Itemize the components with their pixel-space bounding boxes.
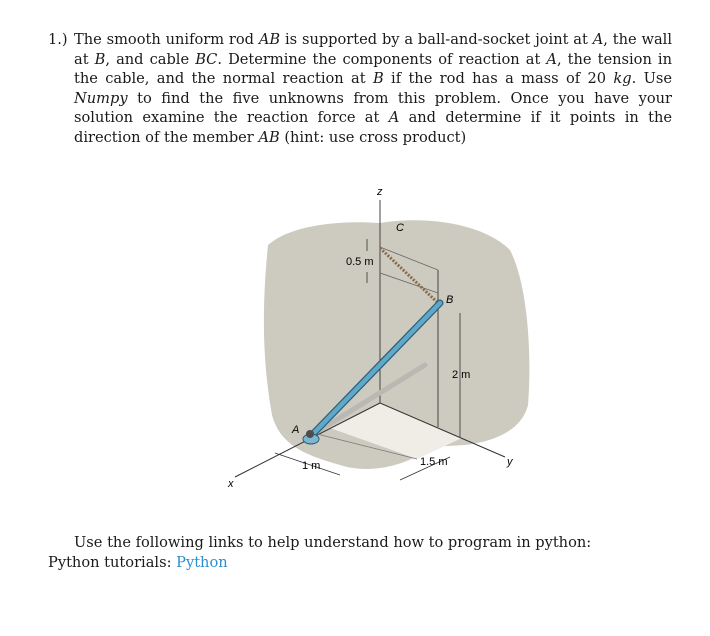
math-term: Numpy — [74, 89, 128, 107]
math-term: BC — [195, 50, 218, 68]
text-segment: if the rod has a mass of 20 — [383, 70, 614, 87]
text-segment: and determine if it points in the direction of the member — [74, 109, 672, 146]
text-segment: , the tension in the cable, and the normal reaction at — [74, 50, 672, 87]
math-term: B — [94, 50, 106, 68]
text-segment: , and cable — [105, 50, 196, 68]
problem-number: 1.) — [48, 31, 68, 48]
math-term: AB — [258, 31, 281, 48]
label-a: A — [292, 424, 300, 436]
problem-statement — [48, 30, 672, 147]
label-dim-half: 0.5 m — [346, 256, 374, 268]
label-dim-one: 1 m — [302, 460, 321, 472]
math-term: A — [388, 109, 400, 126]
text-segment: The smooth uniform rod — [74, 31, 259, 48]
ball-a — [306, 430, 314, 438]
text-segment: (hint: use cross product) — [279, 128, 467, 146]
label-c: C — [396, 222, 404, 234]
text-segment: . Determine the components of reaction at — [217, 50, 547, 68]
tutorials-line — [48, 553, 591, 573]
math-term: B — [372, 70, 384, 87]
math-term: kg — [613, 70, 632, 87]
label-dim-one-half: 1.5 m — [420, 456, 448, 468]
label-y: y — [507, 456, 513, 468]
text-segment: is supported by a ball-and-socket joint at — [280, 31, 593, 48]
label-b: B — [446, 294, 454, 306]
math-term: A — [546, 50, 557, 68]
python-link[interactable]: Python — [176, 553, 228, 571]
math-term: AB — [258, 128, 280, 146]
problem-text — [74, 30, 672, 147]
math-term: A — [592, 31, 604, 48]
links-section — [48, 533, 591, 572]
tutorials-label: Python tutorials: — [48, 553, 177, 571]
label-dim-two: 2 m — [452, 369, 471, 381]
figure-svg — [210, 175, 540, 505]
text-segment: to find the five unknowns from this problem. Once you have your solution examine the reaction force at — [74, 89, 672, 126]
links-intro: Use the following links to help understand how to program in python: — [74, 534, 592, 551]
text-segment: . Use — [631, 70, 673, 87]
label-x: x — [228, 478, 234, 490]
rod-figure — [210, 175, 540, 505]
text-segment: , the wall at — [74, 31, 673, 68]
label-z: z — [377, 186, 383, 198]
